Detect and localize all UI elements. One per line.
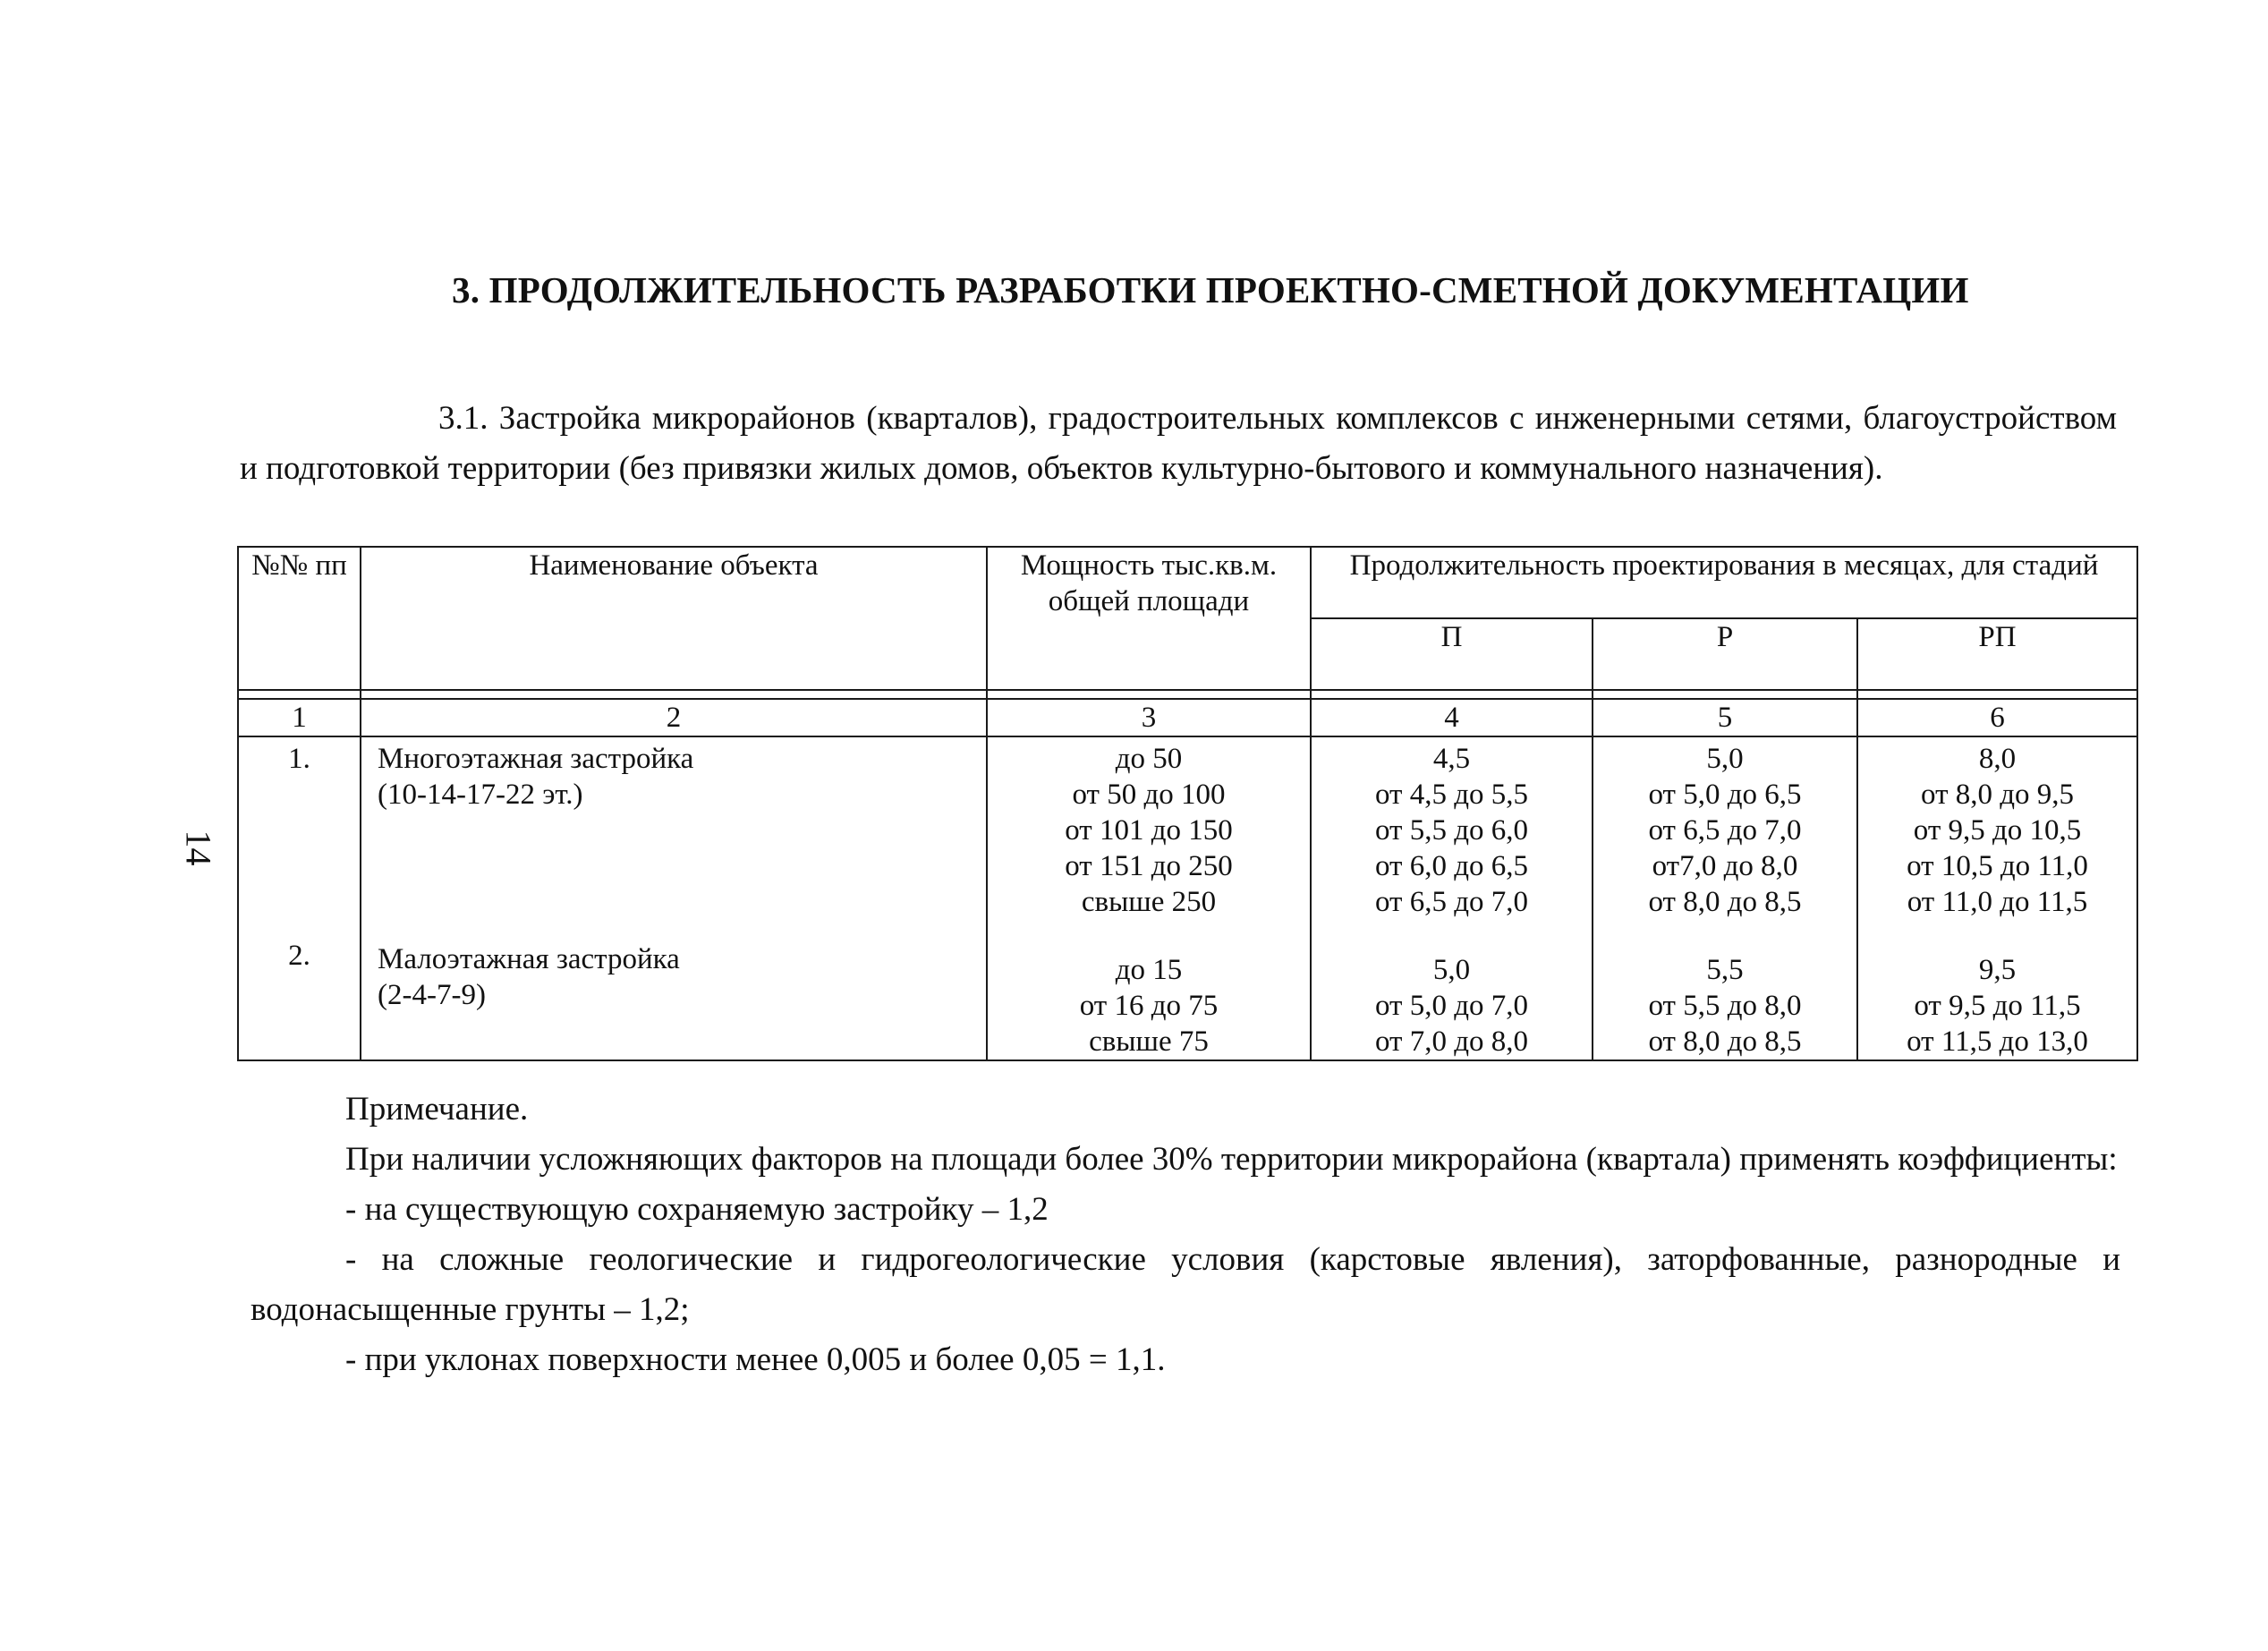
- object-floors: (2-4-7-9): [378, 979, 486, 1011]
- stage-p-value: от 6,5 до 7,0: [1374, 886, 1529, 918]
- capacity-value: от 16 до 75: [1079, 990, 1219, 1022]
- capacity-value: свыше 250: [1081, 886, 1217, 918]
- capacity-value: от 151 до 250: [1065, 850, 1233, 882]
- stage-p-value: 5,0: [1432, 954, 1471, 986]
- row-number-cell: [238, 736, 361, 1060]
- header-name: Наименование объекта: [361, 547, 987, 690]
- stage-rp-value: 9,5: [1978, 954, 2017, 986]
- column-number: 6: [1857, 699, 2137, 736]
- capacity-cell: [987, 736, 1311, 1060]
- stage-p-value: от 5,0 до 7,0: [1374, 990, 1529, 1022]
- stage-p-value: 4,5: [1432, 743, 1471, 775]
- note-block: [251, 1085, 2120, 1385]
- duration-table: [237, 546, 2138, 1061]
- column-number: 3: [987, 699, 1311, 736]
- stage-p-value: от 5,5 до 6,0: [1374, 814, 1529, 847]
- section-heading: 3. ПРОДОЛЖИТЕЛЬНОСТЬ РАЗРАБОТКИ ПРОЕКТНО-СМЕТНОЙ ДОКУМЕНТАЦИИ: [452, 269, 1969, 311]
- row-number: 2.: [288, 940, 310, 972]
- stage-rp-value: от 11,0 до 11,5: [1907, 886, 2088, 918]
- object-floors: (10-14-17-22 эт.): [378, 779, 583, 811]
- stage-rp-cell: [1857, 736, 2137, 1060]
- stage-rp-value: от 8,0 до 9,5: [1921, 779, 2075, 811]
- column-number: 1: [238, 699, 361, 736]
- stage-p-value: от 7,0 до 8,0: [1374, 1025, 1529, 1058]
- capacity-value: до 15: [1115, 954, 1183, 986]
- stage-r-value: от 6,5 до 7,0: [1648, 814, 1802, 847]
- column-number-row: [238, 699, 2137, 736]
- note-title: Примечание.: [345, 1091, 529, 1128]
- stage-p-cell: [1311, 736, 1593, 1060]
- object-name: Малоэтажная застройка: [378, 943, 680, 975]
- stage-r-value: от 5,0 до 6,5: [1648, 779, 1802, 811]
- object-name: Многоэтажная застройка: [378, 743, 694, 775]
- stage-r-value: от 8,0 до 8,5: [1648, 1025, 1802, 1058]
- capacity-value: свыше 75: [1089, 1025, 1209, 1058]
- note-lead: При наличии усложняющих факторов на площади более 30% территории микрорайона (квартала) применять коэффициенты:: [345, 1141, 2118, 1178]
- note-item: - на существующую сохраняемую застройку – 1,2: [345, 1191, 1049, 1228]
- capacity-value: от 50 до 100: [1072, 779, 1226, 811]
- stage-r-value: 5,5: [1706, 954, 1744, 986]
- column-number: 4: [1311, 699, 1593, 736]
- stage-p-value: от 4,5 до 5,5: [1374, 779, 1529, 811]
- intro-text: 3.1. Застройка микрорайонов (кварталов), градостроительных комплексов с инженерными сетями, благоустройством и подготовкой территории (без привязки жилых домов, объектов культурно-бытового и коммунального назначения).: [240, 400, 2117, 487]
- page-number: 14: [178, 830, 219, 866]
- stage-r-value: от 5,5 до 8,0: [1648, 990, 1802, 1022]
- note-item: - при уклонах поверхности менее 0,005 и более 0,05 = 1,1.: [345, 1341, 1166, 1378]
- stage-r-cell: [1593, 736, 1857, 1060]
- column-number: 5: [1593, 699, 1857, 736]
- stage-r-value: 5,0: [1706, 743, 1744, 775]
- intro-paragraph: [240, 394, 2117, 494]
- stage-rp-value: от 10,5 до 11,0: [1907, 850, 2088, 882]
- header-stage-r: Р: [1593, 618, 1857, 690]
- stage-r-value: от 8,0 до 8,5: [1648, 886, 1802, 918]
- object-name-cell: [361, 736, 987, 1060]
- stage-rp-value: от 9,5 до 11,5: [1914, 990, 2081, 1022]
- stage-rp-value: от 11,5 до 13,0: [1907, 1025, 2088, 1058]
- header-stage-rp: РП: [1857, 618, 2137, 690]
- header-capacity: Мощность тыс.кв.м. общей площади: [987, 547, 1311, 690]
- table-row: [238, 736, 2137, 1060]
- note-item: - на сложные геологические и гидрогеологические условия (карстовые явления), заторфованные, разнородные и водонасыщенные грунты – 1,2;: [251, 1241, 2120, 1328]
- row-number: 1.: [288, 743, 310, 775]
- column-number: 2: [361, 699, 987, 736]
- capacity-value: до 50: [1115, 743, 1183, 775]
- stage-p-value: от 6,0 до 6,5: [1374, 850, 1529, 882]
- header-stage-p: П: [1311, 618, 1593, 690]
- capacity-value: от 101 до 150: [1065, 814, 1233, 847]
- header-duration: Продолжительность проектирования в месяцах, для стадий: [1311, 547, 2137, 618]
- stage-r-value: от7,0 до 8,0: [1652, 850, 1798, 882]
- header-num: №№ пп: [238, 547, 361, 690]
- stage-rp-value: 8,0: [1978, 743, 2017, 775]
- stage-rp-value: от 9,5 до 10,5: [1913, 814, 2082, 847]
